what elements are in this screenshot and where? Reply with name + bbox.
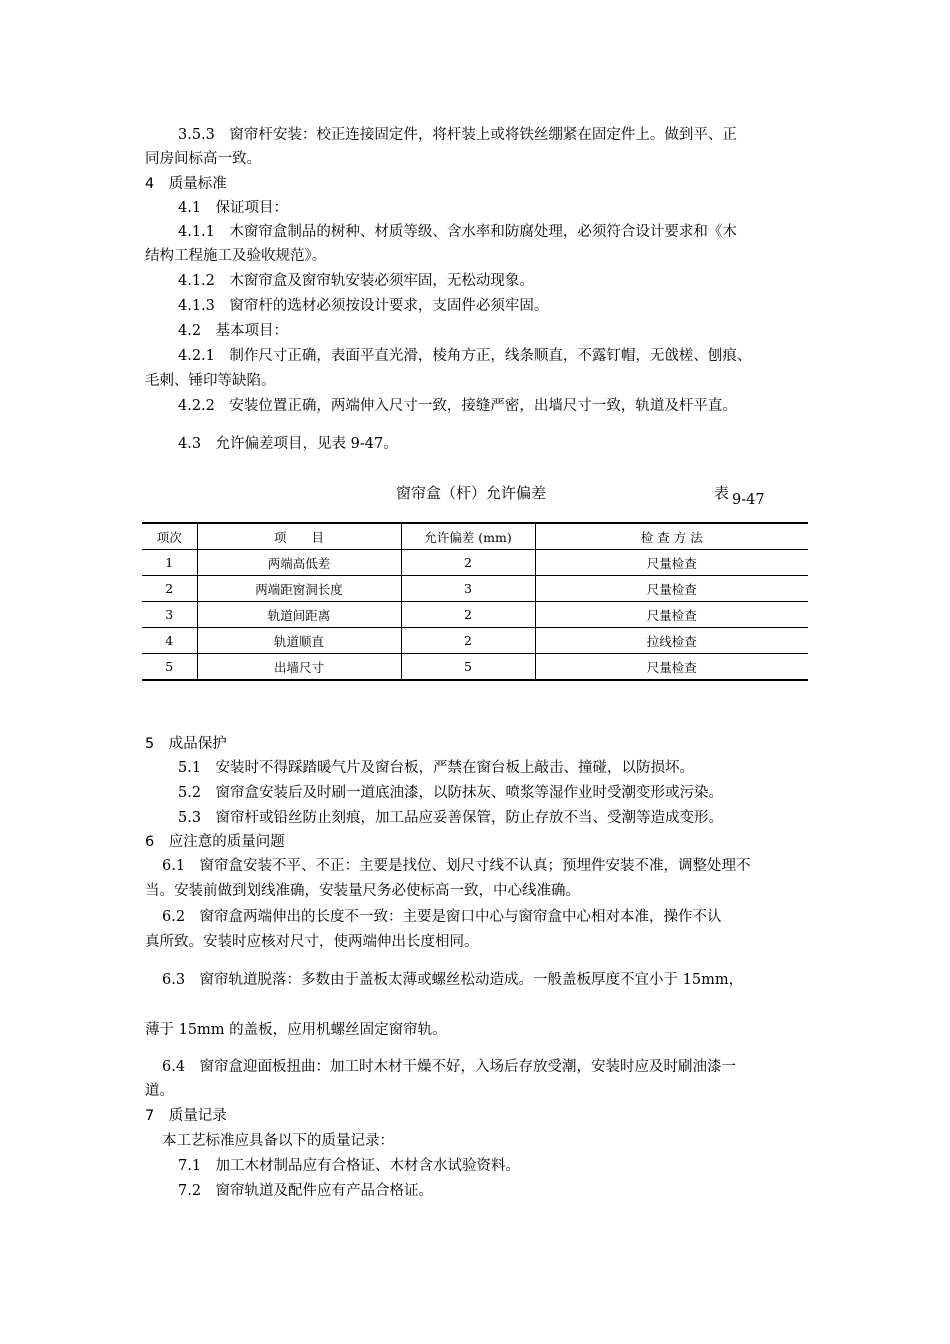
section-7-intro: 本工艺标准应具备以下的质量记录： — [162, 1133, 394, 1149]
clause-4-1-1-line1: 4.1.1 木窗帘盒制品的树种、材质等级、含水率和防腐处理，必须符合设计要求和《木 — [178, 224, 737, 240]
clause-4-1: 4.1 保证项目： — [178, 200, 289, 216]
table-header-row — [142, 523, 808, 550]
clause-4-1-1-line2: 结构工程施工及验收规范》。 — [145, 248, 327, 264]
table-row — [142, 654, 808, 681]
clause-4-1-3: 4.1.3 窗帘杆的选材必须按设计要求，支固件必须牢固。 — [178, 298, 549, 314]
clause-5-3: 5.3 窗帘杆或铅丝防止刻痕，加工品应妥善保管，防止存放不当、受潮等造成变形。 — [178, 810, 724, 826]
clause-3-5-3-line2: 同房间标高一致。 — [145, 151, 261, 167]
table-row — [142, 602, 808, 628]
header-item: 项 目 — [197, 523, 401, 550]
clause-4-2: 4.2 基本项目： — [178, 323, 289, 339]
cell-method: 拉线检查 — [535, 628, 808, 654]
cell-no: 2 — [142, 576, 197, 602]
header-method: 检 查 方 法 — [535, 523, 808, 550]
cell-deviation: 5 — [401, 654, 535, 681]
table-row — [142, 576, 808, 602]
section-5-heading: 5 成品保护 — [145, 736, 227, 752]
cell-method: 尺量检查 — [535, 576, 808, 602]
cell-method: 尺量检查 — [535, 550, 808, 576]
table-row — [142, 628, 808, 654]
cell-item: 出墙尺寸 — [197, 654, 401, 681]
clause-6-1-line2: 当。安装前做到划线准确，安装量尺务必使标高一致，中心线准确。 — [145, 883, 580, 899]
clause-6-4-line2: 道。 — [145, 1083, 174, 1099]
clause-3-5-3-line1: 3.5.3 窗帘杆安装：校正连接固定件，将杆装上或将铁丝绷紧在固定件上。做到平、正 — [178, 127, 737, 143]
deviation-table — [142, 522, 808, 681]
clause-4-2-1-line1: 4.2.1 制作尺寸正确，表面平直光滑，棱角方正，线条顺直，不露钉帽，无戗槎、刨痕、 — [178, 348, 752, 364]
cell-method: 尺量检查 — [535, 602, 808, 628]
clause-4-2-2: 4.2.2 安装位置正确，两端伸入尺寸一致，接缝严密，出墙尺寸一致，轨道及杆平直。 — [178, 398, 737, 414]
cell-deviation: 3 — [401, 576, 535, 602]
clause-5-2: 5.2 窗帘盒安装后及时刷一道底油漆，以防抹灰、喷浆等湿作业时受潮变形或污染。 — [178, 785, 724, 801]
table-row — [142, 550, 808, 576]
section-7-heading: 7 质量记录 — [145, 1108, 227, 1124]
clause-4-3: 4.3 允许偏差项目，见表 9-47。 — [178, 436, 398, 452]
section-6-heading: 6 应注意的质量问题 — [145, 834, 285, 850]
cell-deviation: 2 — [401, 550, 535, 576]
cell-item: 轨道间距离 — [197, 602, 401, 628]
table-label-number: 9-47 — [732, 492, 765, 508]
cell-no: 4 — [142, 628, 197, 654]
clause-4-2-1-line2: 毛刺、锤印等缺陷。 — [145, 373, 276, 389]
cell-no: 5 — [142, 654, 197, 681]
clause-7-2: 7.2 窗帘轨道及配件应有产品合格证。 — [178, 1183, 434, 1199]
cell-method: 尺量检查 — [535, 654, 808, 681]
clause-6-1-line1: 6.1 窗帘盒安装不平、不正：主要是找位、划尺寸线不认真；预埋件安装不准，调整处理不 — [162, 858, 751, 874]
cell-no: 3 — [142, 602, 197, 628]
cell-item: 两端距窗洞长度 — [197, 576, 401, 602]
clause-6-2-line2: 真所致。安装时应核对尺寸，使两端伸出长度相同。 — [145, 934, 479, 950]
clause-4-1-2: 4.1.2 木窗帘盒及窗帘轨安装必须牢固，无松动现象。 — [178, 273, 534, 289]
clause-7-1: 7.1 加工木材制品应有合格证、木材含水试验资料。 — [178, 1158, 521, 1174]
clause-6-3-line1: 6.3 窗帘轨道脱落：多数由于盖板太薄或螺丝松动造成。一般盖板厚度不宜小于 15mm， — [162, 972, 744, 988]
clause-6-3-line2: 薄于 15mm 的盖板，应用机螺丝固定窗帘轨。 — [145, 1022, 447, 1038]
clause-6-4-line1: 6.4 窗帘盒迎面板扭曲：加工时木材干燥不好，入场后存放受潮，安装时应及时刷油漆一 — [162, 1059, 737, 1075]
table-title: 窗帘盒（杆）允许偏差 — [396, 484, 547, 502]
cell-no: 1 — [142, 550, 197, 576]
cell-item: 轨道顺直 — [197, 628, 401, 654]
cell-item: 两端高低差 — [197, 550, 401, 576]
clause-5-1: 5.1 安装时不得踩踏暖气片及窗台板，严禁在窗台板上敲击、撞碰，以防损坏。 — [178, 760, 695, 776]
table-label-prefix: 表 — [714, 484, 730, 502]
cell-deviation: 2 — [401, 602, 535, 628]
cell-deviation: 2 — [401, 628, 535, 654]
header-deviation: 允许偏差 (mm) — [401, 523, 535, 550]
header-item-no: 项次 — [142, 523, 197, 550]
clause-6-2-line1: 6.2 窗帘盒两端伸出的长度不一致：主要是窗口中心与窗帘盒中心相对本准，操作不认 — [162, 909, 722, 925]
section-4-heading: 4 质量标准 — [145, 176, 227, 192]
